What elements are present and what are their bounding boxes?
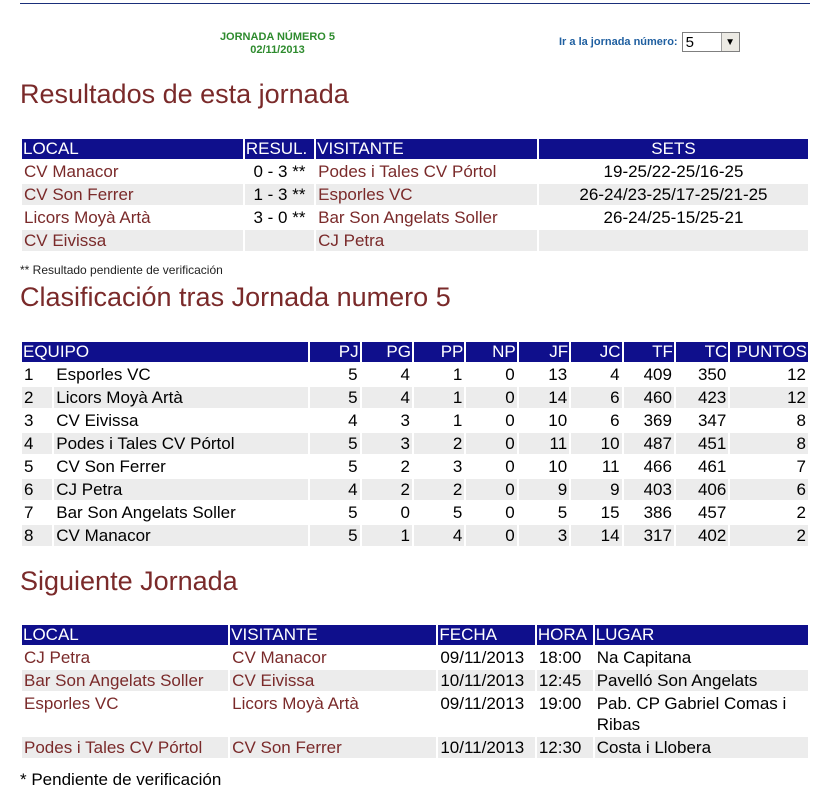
table-row — [22, 502, 808, 523]
jc-cell: 6 — [571, 387, 621, 408]
tc-cell: 402 — [676, 525, 728, 546]
jornada-selector — [559, 31, 740, 53]
pp-cell: 4 — [414, 525, 464, 546]
position-cell: 6 — [22, 479, 52, 500]
jornada-header — [190, 31, 365, 57]
np-cell: 0 — [505, 503, 515, 522]
pg-cell: 0 — [400, 503, 410, 522]
pj-cell: 5 — [310, 433, 359, 454]
np-cell: 0 — [466, 479, 516, 500]
pp-cell: 1 — [414, 387, 464, 408]
table-row — [22, 693, 808, 735]
np-cell: 0 — [466, 387, 516, 408]
local-team-link[interactable]: CJ Petra — [24, 648, 91, 667]
points-cell: 12 — [787, 365, 806, 384]
place-cell: Na Capitana — [596, 648, 692, 667]
team-cell: CV Manacor — [54, 525, 308, 546]
result-cell — [245, 230, 314, 251]
sets-cell: 26-24/25-15/25-21 — [603, 208, 744, 227]
team-cell: CV Son Ferrer — [56, 457, 166, 476]
col-pg: PG — [362, 342, 412, 362]
points-cell: 12 — [730, 387, 808, 408]
table-row — [22, 364, 808, 385]
table-row — [22, 525, 808, 546]
col-visitor: VISITANTE — [316, 139, 537, 159]
pj-cell: 4 — [310, 479, 359, 500]
position-cell: 7 — [24, 503, 34, 522]
col-result: RESUL. — [245, 139, 314, 159]
team-cell: Licors Moyà Artà — [54, 387, 308, 408]
pp-cell: 1 — [452, 411, 463, 430]
position-cell: 1 — [24, 365, 34, 384]
tc-cell: 347 — [697, 411, 727, 430]
pg-cell: 1 — [362, 525, 412, 546]
table-row — [22, 647, 808, 668]
jf-cell: 5 — [557, 503, 568, 522]
points-cell: 2 — [796, 503, 806, 522]
next-round-table — [20, 623, 810, 760]
table-row — [22, 184, 808, 205]
jornada-select[interactable] — [682, 32, 740, 52]
np-cell: 0 — [505, 365, 515, 384]
position-cell: 8 — [22, 525, 52, 546]
sets-cell: 26-24/23-25/17-25/21-25 — [539, 184, 808, 205]
local-team-link[interactable]: CV Manacor — [24, 162, 119, 181]
time-cell: 12:45 — [537, 670, 593, 691]
jc-cell: 9 — [571, 479, 621, 500]
table-row — [22, 479, 808, 500]
standings-header-row — [22, 342, 808, 362]
position-cell: 4 — [22, 433, 52, 454]
np-cell: 0 — [466, 525, 516, 546]
visitor-team-link[interactable]: CV Son Ferrer — [230, 737, 436, 758]
jf-cell: 10 — [548, 457, 568, 476]
team-cell: Podes i Tales CV Pórtol — [54, 433, 308, 454]
pg-cell: 2 — [362, 479, 412, 500]
jc-cell: 6 — [610, 411, 620, 430]
jf-cell: 14 — [519, 387, 569, 408]
tf-cell: 460 — [624, 387, 674, 408]
pg-cell: 3 — [362, 433, 412, 454]
result-cell: 3 - 0 ** — [253, 208, 306, 227]
table-row — [22, 207, 808, 228]
col-visitor: VISITANTE — [230, 625, 436, 645]
points-cell: 8 — [796, 411, 806, 430]
tc-cell: 423 — [676, 387, 728, 408]
jornada-select-value: 5 — [685, 33, 694, 51]
tf-cell: 386 — [643, 503, 672, 522]
pp-cell: 5 — [452, 503, 463, 522]
top-divider — [20, 3, 810, 4]
visitor-team-link[interactable]: Esporles VC — [316, 184, 537, 205]
pp-cell: 3 — [452, 457, 463, 476]
team-cell: Esporles VC — [56, 365, 151, 384]
col-np: NP — [466, 342, 516, 362]
col-jc: JC — [571, 342, 621, 362]
place-cell: Costa i Llobera — [595, 737, 808, 758]
visitor-team-link[interactable]: Licors Moyà Artà — [232, 694, 359, 713]
local-team-link[interactable]: CV Eivissa — [22, 230, 243, 251]
tf-cell: 409 — [643, 365, 672, 384]
team-cell: CJ Petra — [54, 479, 308, 500]
tc-cell: 451 — [676, 433, 728, 454]
place-cell: Pavelló Son Angelats — [595, 670, 808, 691]
col-puntos: PUNTOS — [730, 342, 808, 362]
jornada-selector-label: Ir a la jornada número: — [559, 36, 678, 48]
next-round-heading: Siguiente Jornada — [20, 566, 238, 596]
tc-cell: 406 — [676, 479, 728, 500]
tc-cell: 350 — [697, 365, 727, 384]
visitor-team-link[interactable]: CV Manacor — [232, 648, 327, 667]
table-row — [22, 737, 808, 758]
jf-cell: 11 — [519, 433, 569, 454]
results-heading: Resultados de esta jornada — [20, 79, 349, 109]
standings-table — [20, 340, 810, 548]
team-cell: CV Eivissa — [56, 411, 139, 430]
jc-cell: 15 — [600, 503, 620, 522]
tf-cell: 369 — [643, 411, 672, 430]
points-cell: 6 — [730, 479, 808, 500]
table-row — [22, 670, 808, 691]
col-sets: SETS — [539, 139, 808, 159]
tc-cell: 461 — [697, 457, 727, 476]
pj-cell: 5 — [310, 387, 359, 408]
pj-cell: 5 — [348, 365, 358, 384]
points-cell: 2 — [730, 525, 808, 546]
result-cell: 1 - 3 ** — [245, 184, 314, 205]
sets-cell — [539, 230, 808, 251]
date-cell: 09/11/2013 — [440, 648, 525, 667]
local-team-link[interactable]: Licors Moyà Artà — [24, 208, 151, 227]
place-cell: Pab. CP Gabriel Comas i Ribas — [596, 694, 787, 734]
pp-cell: 2 — [414, 479, 464, 500]
position-cell: 3 — [24, 411, 34, 430]
pg-cell: 4 — [400, 365, 410, 384]
table-row — [22, 230, 808, 251]
jc-cell: 11 — [601, 457, 620, 476]
table-row — [22, 410, 808, 431]
pp-cell: 2 — [414, 433, 464, 454]
table-row — [22, 456, 808, 477]
time-cell: 12:30 — [537, 737, 593, 758]
np-cell: 0 — [466, 433, 516, 454]
pp-cell: 1 — [452, 365, 463, 384]
np-cell: 0 — [505, 411, 515, 430]
visitor-team-link[interactable]: CV Eivissa — [230, 670, 436, 691]
pg-cell: 4 — [362, 387, 412, 408]
results-header-row — [22, 139, 808, 159]
visitor-team-link[interactable]: CJ Petra — [316, 230, 537, 251]
jf-cell: 9 — [519, 479, 569, 500]
date-cell: 10/11/2013 — [438, 670, 534, 691]
chevron-down-icon[interactable]: ▼ — [721, 33, 739, 51]
col-equipo: EQUIPO — [22, 342, 308, 362]
position-cell: 2 — [22, 387, 52, 408]
col-date: FECHA — [438, 625, 534, 645]
jc-cell: 14 — [571, 525, 621, 546]
next-header-row — [22, 625, 808, 645]
jc-cell: 4 — [610, 365, 620, 384]
local-team-link[interactable]: Bar Son Angelats Soller — [22, 670, 228, 691]
date-cell: 10/11/2013 — [438, 737, 534, 758]
col-pp: PP — [414, 342, 464, 362]
standings-heading: Clasificación tras Jornada numero 5 — [20, 282, 451, 312]
points-cell: 8 — [730, 433, 808, 454]
results-table — [20, 137, 810, 253]
pj-cell: 5 — [348, 457, 358, 476]
jf-cell: 10 — [548, 411, 568, 430]
col-tc: TC — [676, 342, 728, 362]
result-cell: 0 - 3 ** — [253, 162, 306, 181]
jf-cell: 13 — [548, 365, 568, 384]
col-local: LOCAL — [22, 625, 228, 645]
time-cell: 18:00 — [538, 648, 582, 667]
pj-cell: 5 — [310, 525, 359, 546]
position-cell: 5 — [24, 457, 34, 476]
tf-cell: 403 — [624, 479, 674, 500]
local-team-link[interactable]: CV Son Ferrer — [22, 184, 243, 205]
jornada-title: JORNADA NÚMERO 5 — [219, 31, 336, 43]
local-team-link[interactable]: Esporles VC — [24, 694, 119, 713]
table-row — [22, 433, 808, 454]
np-cell: 0 — [505, 457, 515, 476]
sets-cell: 19-25/22-25/16-25 — [603, 162, 744, 181]
team-cell: Bar Son Angelats Soller — [56, 503, 236, 522]
results-footnote: ** Resultado pendiente de verificación — [20, 263, 223, 277]
pg-cell: 2 — [400, 457, 410, 476]
col-tf: TF — [624, 342, 674, 362]
pj-cell: 4 — [348, 411, 358, 430]
col-place: LUGAR — [595, 625, 808, 645]
tc-cell: 457 — [697, 503, 727, 522]
points-cell: 7 — [796, 457, 806, 476]
jc-cell: 10 — [571, 433, 621, 454]
pj-cell: 5 — [348, 503, 358, 522]
jornada-date: 02/11/2013 — [250, 44, 305, 56]
col-pj: PJ — [310, 342, 359, 362]
tf-cell: 466 — [643, 457, 672, 476]
next-round-footnote: * Pendiente de verificación — [20, 770, 222, 789]
col-jf: JF — [519, 342, 569, 362]
jf-cell: 3 — [519, 525, 569, 546]
visitor-team-link[interactable]: Bar Son Angelats Soller — [318, 208, 498, 227]
table-row — [22, 387, 808, 408]
local-team-link[interactable]: Podes i Tales CV Pórtol — [22, 737, 228, 758]
tf-cell: 487 — [624, 433, 674, 454]
col-local: LOCAL — [22, 139, 243, 159]
time-cell: 19:00 — [538, 694, 582, 713]
col-time: HORA — [537, 625, 593, 645]
date-cell: 09/11/2013 — [440, 694, 525, 713]
visitor-team-link[interactable]: Podes i Tales CV Pórtol — [318, 162, 497, 181]
table-row — [22, 161, 808, 182]
tf-cell: 317 — [624, 525, 674, 546]
pg-cell: 3 — [400, 411, 410, 430]
